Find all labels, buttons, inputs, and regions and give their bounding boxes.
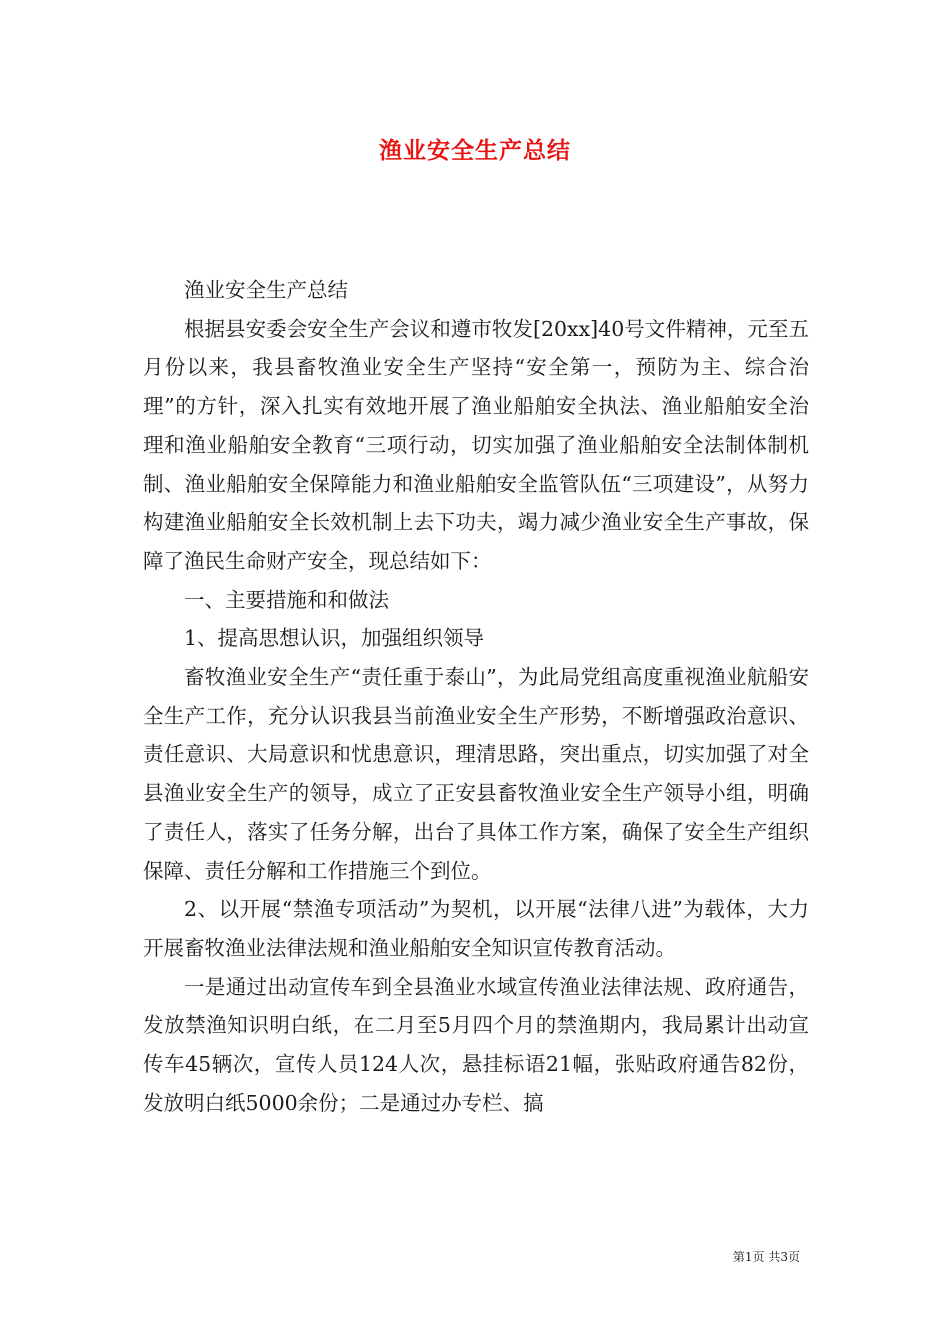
paragraph-publicity: 一是通过出动宣传车到全县渔业水域宣传渔业法律法规、政府通告，发放禁渔知识明白纸，在二月至5月四个月的禁渔期内，我局累计出动宣传车45辆次，宣传人员124人次，悬挂标语21幅，张贴政府通告82份，发放明白纸5000余份；二是通过办专栏、搞 [143,974,809,1115]
page-number: 第1页 共3页 [732,1250,800,1264]
document-body [143,271,809,1122]
page-title: 渔业安全生产总结 [379,137,571,164]
section-heading-measures: 一、主要措施和和做法 [184,587,389,612]
paragraph-leadership: 畜牧渔业安全生产“责任重于泰山”，为此局党组高度重视渔业航船安全生产工作，充分认识我县当前渔业安全生产形势，不断增强政治意识、责任意识、大局意识和忧患意识，理清思路，突出重点，切实加强了对全县渔业安全生产的领导，成立了正安县畜牧渔业安全生产领导小组，明确了责任人，落实了任务分解，出台了具体工作方案，确保了安全生产组织保障、责任分解和工作措施三个到位。 [143,665,809,883]
paragraph-subtitle: 渔业安全生产总结 [184,278,348,302]
subheading-1: 1、提高思想认识，加强组织领导 [184,626,485,651]
subheading-2: 2、以开展“禁渔专项活动”为契机，以开展“法律八进”为载体，大力开展畜牧渔业法律法规和渔业船舶安全知识宣传教育活动。 [143,897,809,960]
paragraph-intro: 根据县安委会安全生产会议和遵市牧发[20xx]40号文件精神，元至五月份以来，我县畜牧渔业安全生产坚持“安全第一，预防为主、综合治理”的方针，深入扎实有效地开展了渔业船舶安全执法、渔业船舶安全治理和渔业船舶安全教育“三项行动，切实加强了渔业船舶安全法制体制机制、渔业船舶安全保障能力和渔业船舶安全监管队伍“三项建设”，从努力构建渔业船舶安全长效机制上去下功夫，竭力减少渔业安全生产事故，保障了渔民生命财产安全，现总结如下： [143,316,809,573]
